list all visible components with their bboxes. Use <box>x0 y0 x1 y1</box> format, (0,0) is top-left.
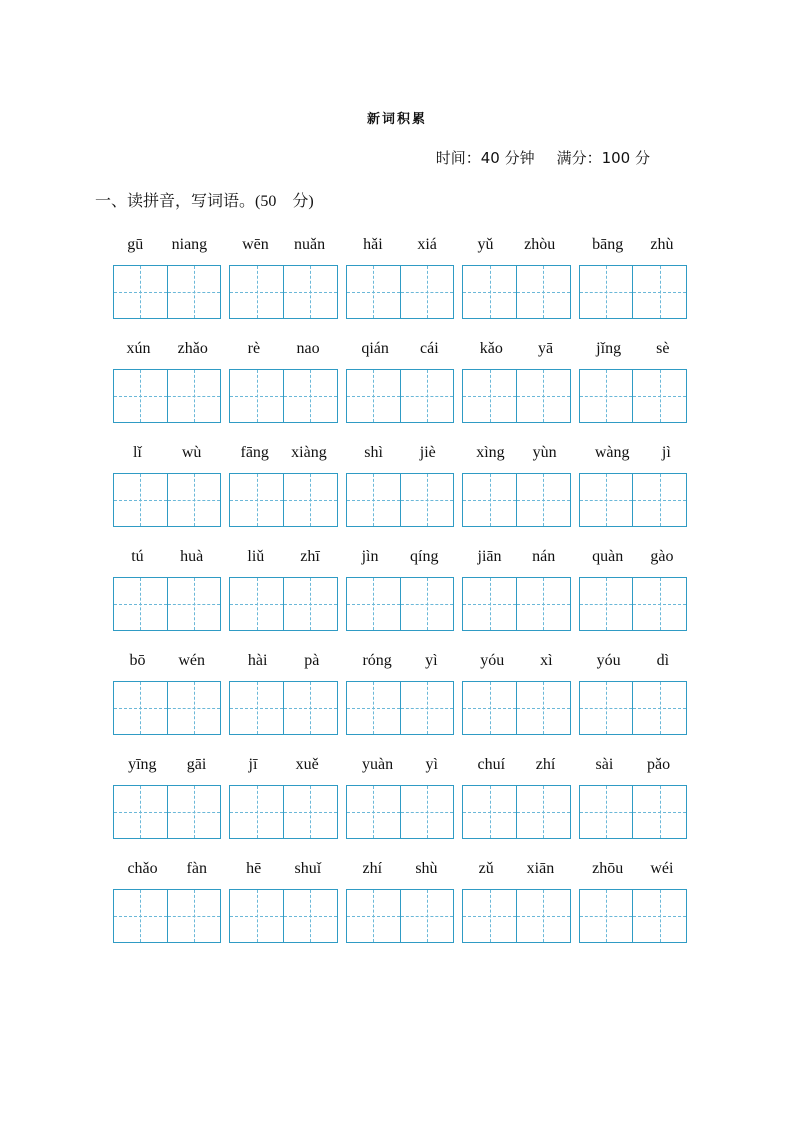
tianzige-cell[interactable] <box>580 370 633 422</box>
tianzige-cell[interactable] <box>347 890 400 942</box>
word-item <box>579 849 687 953</box>
pinyin-label <box>113 433 221 473</box>
tianzige-cell[interactable] <box>230 786 283 838</box>
tianzige-cell[interactable] <box>463 370 516 422</box>
word-item <box>113 329 221 433</box>
word-item <box>462 329 570 433</box>
writing-boxes <box>579 681 687 735</box>
tianzige-cell[interactable] <box>463 890 516 942</box>
tianzige-cell[interactable] <box>347 578 400 630</box>
tianzige-cell[interactable] <box>167 890 221 942</box>
writing-boxes <box>579 785 687 839</box>
time-limit: 时间：40 分钟 <box>435 149 535 167</box>
tianzige-cell[interactable] <box>632 474 686 526</box>
tianzige-cell[interactable] <box>516 890 570 942</box>
writing-boxes <box>346 265 454 319</box>
pinyin-syllable: cái <box>420 340 439 357</box>
pinyin-label <box>113 745 221 785</box>
pinyin-syllable: jì <box>661 444 671 461</box>
writing-boxes <box>113 369 221 423</box>
full-score: 满分：100 分 <box>556 149 650 167</box>
writing-boxes <box>346 577 454 631</box>
word-row <box>113 849 687 953</box>
pinyin-syllable: xiàng <box>291 444 327 461</box>
pinyin-syllable: xiá <box>417 236 437 253</box>
pinyin-syllable: nao <box>296 340 320 357</box>
pinyin-syllable: chǎo <box>127 860 158 877</box>
pinyin-label <box>229 641 337 681</box>
writing-boxes <box>229 889 337 943</box>
tianzige-cell[interactable] <box>516 682 570 734</box>
pinyin-label <box>113 329 221 369</box>
writing-boxes <box>462 785 570 839</box>
pinyin-syllable: hē <box>246 860 262 877</box>
word-row <box>113 433 687 537</box>
pinyin-syllable: wéi <box>650 860 674 877</box>
pinyin-syllable: yǔ <box>477 236 494 253</box>
page-title: 新词积累 <box>366 112 427 127</box>
tianzige-cell[interactable] <box>632 370 686 422</box>
word-item <box>579 745 687 849</box>
pinyin-syllable: yā <box>537 340 554 357</box>
pinyin-syllable: jìn <box>361 548 379 565</box>
word-item <box>229 641 337 745</box>
pinyin-syllable: jǐng <box>596 340 622 357</box>
word-item <box>462 537 570 641</box>
pinyin-label <box>229 225 337 265</box>
pinyin-syllable: gào <box>650 548 674 565</box>
word-item <box>346 537 454 641</box>
word-item <box>462 849 570 953</box>
pinyin-label <box>346 641 454 681</box>
pinyin-syllable: hài <box>247 652 268 669</box>
writing-boxes <box>346 889 454 943</box>
pinyin-label <box>113 537 221 577</box>
pinyin-syllable: nán <box>532 548 556 565</box>
pinyin-syllable: huà <box>180 548 204 565</box>
pinyin-syllable: dì <box>656 652 670 669</box>
pinyin-syllable: zhòu <box>524 236 556 253</box>
pinyin-label <box>462 329 570 369</box>
writing-boxes <box>579 473 687 527</box>
pinyin-syllable: xún <box>126 340 151 357</box>
word-item <box>113 849 221 953</box>
pinyin-syllable: zǔ <box>478 860 494 877</box>
pinyin-syllable: tú <box>131 548 144 565</box>
tianzige-cell[interactable] <box>580 786 633 838</box>
writing-boxes <box>113 577 221 631</box>
tianzige-cell[interactable] <box>463 786 516 838</box>
word-item <box>113 745 221 849</box>
word-row <box>113 745 687 849</box>
tianzige-cell[interactable] <box>114 370 167 422</box>
pinyin-syllable: zhōu <box>592 860 624 877</box>
pinyin-syllable: nuǎn <box>294 236 326 253</box>
tianzige-cell[interactable] <box>114 266 167 318</box>
tianzige-cell[interactable] <box>167 266 221 318</box>
tianzige-cell[interactable] <box>632 578 686 630</box>
tianzige-cell[interactable] <box>516 474 570 526</box>
pinyin-syllable: fāng <box>240 444 269 461</box>
pinyin-syllable: zhí <box>535 756 556 773</box>
word-item <box>346 329 454 433</box>
tianzige-cell[interactable] <box>400 786 454 838</box>
pinyin-syllable: zhī <box>300 548 320 565</box>
tianzige-cell[interactable] <box>114 578 167 630</box>
pinyin-syllable: kǎo <box>479 340 503 357</box>
tianzige-cell[interactable] <box>114 890 167 942</box>
pinyin-syllable: liǔ <box>247 548 265 565</box>
tianzige-cell[interactable] <box>580 474 633 526</box>
pinyin-label <box>579 641 687 681</box>
word-item <box>113 225 221 329</box>
pinyin-label <box>579 433 687 473</box>
writing-boxes <box>579 577 687 631</box>
tianzige-cell[interactable] <box>400 578 454 630</box>
exam-meta <box>436 147 650 168</box>
tianzige-cell[interactable] <box>114 474 167 526</box>
pinyin-syllable: hǎi <box>363 236 383 253</box>
pinyin-label <box>346 433 454 473</box>
word-item <box>229 745 337 849</box>
pinyin-syllable: niang <box>171 236 208 253</box>
word-row <box>113 225 687 329</box>
pinyin-label <box>462 745 570 785</box>
pinyin-syllable: zhù <box>650 236 674 253</box>
pinyin-label <box>346 537 454 577</box>
pinyin-syllable: wù <box>181 444 202 461</box>
tianzige-cell[interactable] <box>347 370 400 422</box>
word-item <box>346 641 454 745</box>
tianzige-cell[interactable] <box>400 682 454 734</box>
word-item <box>113 641 221 745</box>
tianzige-cell[interactable] <box>230 474 283 526</box>
pinyin-syllable: rè <box>247 340 261 357</box>
pinyin-syllable: yóu <box>480 652 505 669</box>
pinyin-syllable: jiān <box>477 548 502 565</box>
pinyin-syllable: sè <box>656 340 670 357</box>
pinyin-syllable: pǎo <box>647 756 671 773</box>
writing-boxes <box>113 889 221 943</box>
tianzige-cell[interactable] <box>167 474 221 526</box>
word-item <box>462 433 570 537</box>
tianzige-cell[interactable] <box>580 266 633 318</box>
pinyin-syllable: yì <box>425 756 438 773</box>
word-item <box>346 849 454 953</box>
pinyin-label <box>346 329 454 369</box>
tianzige-cell[interactable] <box>580 578 633 630</box>
tianzige-cell[interactable] <box>167 786 221 838</box>
writing-boxes <box>229 681 337 735</box>
tianzige-cell[interactable] <box>516 370 570 422</box>
word-item <box>346 433 454 537</box>
tianzige-cell[interactable] <box>632 786 686 838</box>
tianzige-cell[interactable] <box>283 890 337 942</box>
pinyin-writing-grid <box>113 225 687 953</box>
pinyin-label <box>579 537 687 577</box>
writing-boxes <box>462 577 570 631</box>
word-item <box>229 537 337 641</box>
tianzige-cell[interactable] <box>283 474 337 526</box>
pinyin-syllable: yùn <box>532 444 557 461</box>
writing-boxes <box>346 369 454 423</box>
writing-boxes <box>462 681 570 735</box>
tianzige-cell[interactable] <box>283 370 337 422</box>
writing-boxes <box>113 473 221 527</box>
tianzige-cell[interactable] <box>347 474 400 526</box>
tianzige-cell[interactable] <box>114 786 167 838</box>
tianzige-cell[interactable] <box>632 682 686 734</box>
word-item <box>229 433 337 537</box>
section-score: (50 分) <box>255 193 314 210</box>
tianzige-cell[interactable] <box>463 682 516 734</box>
pinyin-syllable: shì <box>364 444 383 461</box>
pinyin-syllable: zhí <box>362 860 383 877</box>
pinyin-syllable: xiān <box>526 860 555 877</box>
pinyin-syllable: bāng <box>592 236 624 253</box>
writing-boxes <box>229 369 337 423</box>
tianzige-cell[interactable] <box>516 786 570 838</box>
pinyin-label <box>113 225 221 265</box>
word-item <box>579 225 687 329</box>
word-item <box>113 433 221 537</box>
tianzige-cell[interactable] <box>580 890 633 942</box>
word-row <box>113 537 687 641</box>
pinyin-syllable: zhǎo <box>177 340 208 357</box>
pinyin-syllable: chuí <box>477 756 506 773</box>
pinyin-label <box>229 537 337 577</box>
pinyin-syllable: gāi <box>186 756 207 773</box>
tianzige-cell[interactable] <box>230 682 283 734</box>
pinyin-label <box>462 641 570 681</box>
tianzige-cell[interactable] <box>632 890 686 942</box>
writing-boxes <box>346 473 454 527</box>
pinyin-syllable: pà <box>304 652 320 669</box>
writing-boxes <box>229 577 337 631</box>
pinyin-label <box>579 849 687 889</box>
pinyin-label <box>462 225 570 265</box>
writing-boxes <box>579 889 687 943</box>
tianzige-cell[interactable] <box>283 266 337 318</box>
word-item <box>579 537 687 641</box>
tianzige-cell[interactable] <box>400 370 454 422</box>
pinyin-label <box>113 641 221 681</box>
pinyin-syllable: fàn <box>186 860 207 877</box>
section-instruction: 一、读拼音，写词语。 <box>95 191 256 210</box>
pinyin-syllable: wàng <box>594 444 630 461</box>
tianzige-cell[interactable] <box>463 578 516 630</box>
tianzige-cell[interactable] <box>230 578 283 630</box>
word-item <box>579 641 687 745</box>
pinyin-syllable: qián <box>361 340 389 357</box>
word-item <box>346 225 454 329</box>
pinyin-label <box>229 849 337 889</box>
pinyin-syllable: wēn <box>242 236 269 253</box>
word-item <box>462 745 570 849</box>
tianzige-cell[interactable] <box>516 266 570 318</box>
pinyin-syllable: lǐ <box>132 444 142 461</box>
tianzige-cell[interactable] <box>283 578 337 630</box>
pinyin-syllable: gū <box>127 236 144 253</box>
tianzige-cell[interactable] <box>114 682 167 734</box>
pinyin-label <box>229 745 337 785</box>
tianzige-cell[interactable] <box>516 578 570 630</box>
tianzige-cell[interactable] <box>400 890 454 942</box>
pinyin-syllable: quàn <box>592 548 624 565</box>
pinyin-syllable: róng <box>362 652 392 669</box>
pinyin-label <box>346 849 454 889</box>
pinyin-syllable: wén <box>178 652 205 669</box>
pinyin-label <box>113 849 221 889</box>
section-heading <box>95 188 314 211</box>
writing-boxes <box>113 785 221 839</box>
pinyin-label <box>229 433 337 473</box>
tianzige-cell[interactable] <box>632 266 686 318</box>
pinyin-syllable: xuě <box>295 756 319 773</box>
word-item <box>229 225 337 329</box>
word-item <box>579 433 687 537</box>
pinyin-label <box>579 225 687 265</box>
writing-boxes <box>579 265 687 319</box>
writing-boxes <box>229 473 337 527</box>
tianzige-cell[interactable] <box>230 890 283 942</box>
pinyin-syllable: qíng <box>410 548 439 565</box>
pinyin-syllable: yóu <box>596 652 621 669</box>
writing-boxes <box>346 681 454 735</box>
tianzige-cell[interactable] <box>347 786 400 838</box>
tianzige-cell[interactable] <box>463 474 516 526</box>
tianzige-cell[interactable] <box>230 370 283 422</box>
pinyin-label <box>346 225 454 265</box>
pinyin-label <box>462 849 570 889</box>
writing-boxes <box>113 265 221 319</box>
pinyin-label <box>579 745 687 785</box>
writing-boxes <box>579 369 687 423</box>
tianzige-cell[interactable] <box>283 786 337 838</box>
tianzige-cell[interactable] <box>347 682 400 734</box>
pinyin-syllable: xì <box>540 652 553 669</box>
word-item <box>579 329 687 433</box>
pinyin-syllable: jiè <box>419 444 436 461</box>
pinyin-label <box>229 329 337 369</box>
tianzige-cell[interactable] <box>400 266 454 318</box>
tianzige-cell[interactable] <box>230 266 283 318</box>
tianzige-cell[interactable] <box>463 266 516 318</box>
word-item <box>229 329 337 433</box>
tianzige-cell[interactable] <box>400 474 454 526</box>
writing-boxes <box>346 785 454 839</box>
pinyin-syllable: xìng <box>476 444 505 461</box>
tianzige-cell[interactable] <box>167 370 221 422</box>
pinyin-syllable: jī <box>248 756 258 773</box>
writing-boxes <box>462 369 570 423</box>
pinyin-syllable: yì <box>425 652 438 669</box>
writing-boxes <box>462 265 570 319</box>
pinyin-syllable: yīng <box>128 756 157 773</box>
pinyin-syllable: shuǐ <box>294 860 322 877</box>
tianzige-cell[interactable] <box>580 682 633 734</box>
pinyin-label <box>462 537 570 577</box>
tianzige-cell[interactable] <box>283 682 337 734</box>
pinyin-label <box>346 745 454 785</box>
tianzige-cell[interactable] <box>167 578 221 630</box>
word-item <box>229 849 337 953</box>
pinyin-syllable: shù <box>415 860 438 877</box>
pinyin-syllable: bō <box>129 652 146 669</box>
tianzige-cell[interactable] <box>347 266 400 318</box>
word-row <box>113 329 687 433</box>
word-item <box>462 641 570 745</box>
pinyin-syllable: yuàn <box>362 756 394 773</box>
writing-boxes <box>462 889 570 943</box>
tianzige-cell[interactable] <box>167 682 221 734</box>
writing-boxes <box>113 681 221 735</box>
word-item <box>462 225 570 329</box>
word-row <box>113 641 687 745</box>
pinyin-label <box>579 329 687 369</box>
pinyin-syllable: sài <box>595 756 614 773</box>
word-item <box>113 537 221 641</box>
writing-boxes <box>229 265 337 319</box>
word-item <box>346 745 454 849</box>
writing-boxes <box>462 473 570 527</box>
writing-boxes <box>229 785 337 839</box>
pinyin-label <box>462 433 570 473</box>
